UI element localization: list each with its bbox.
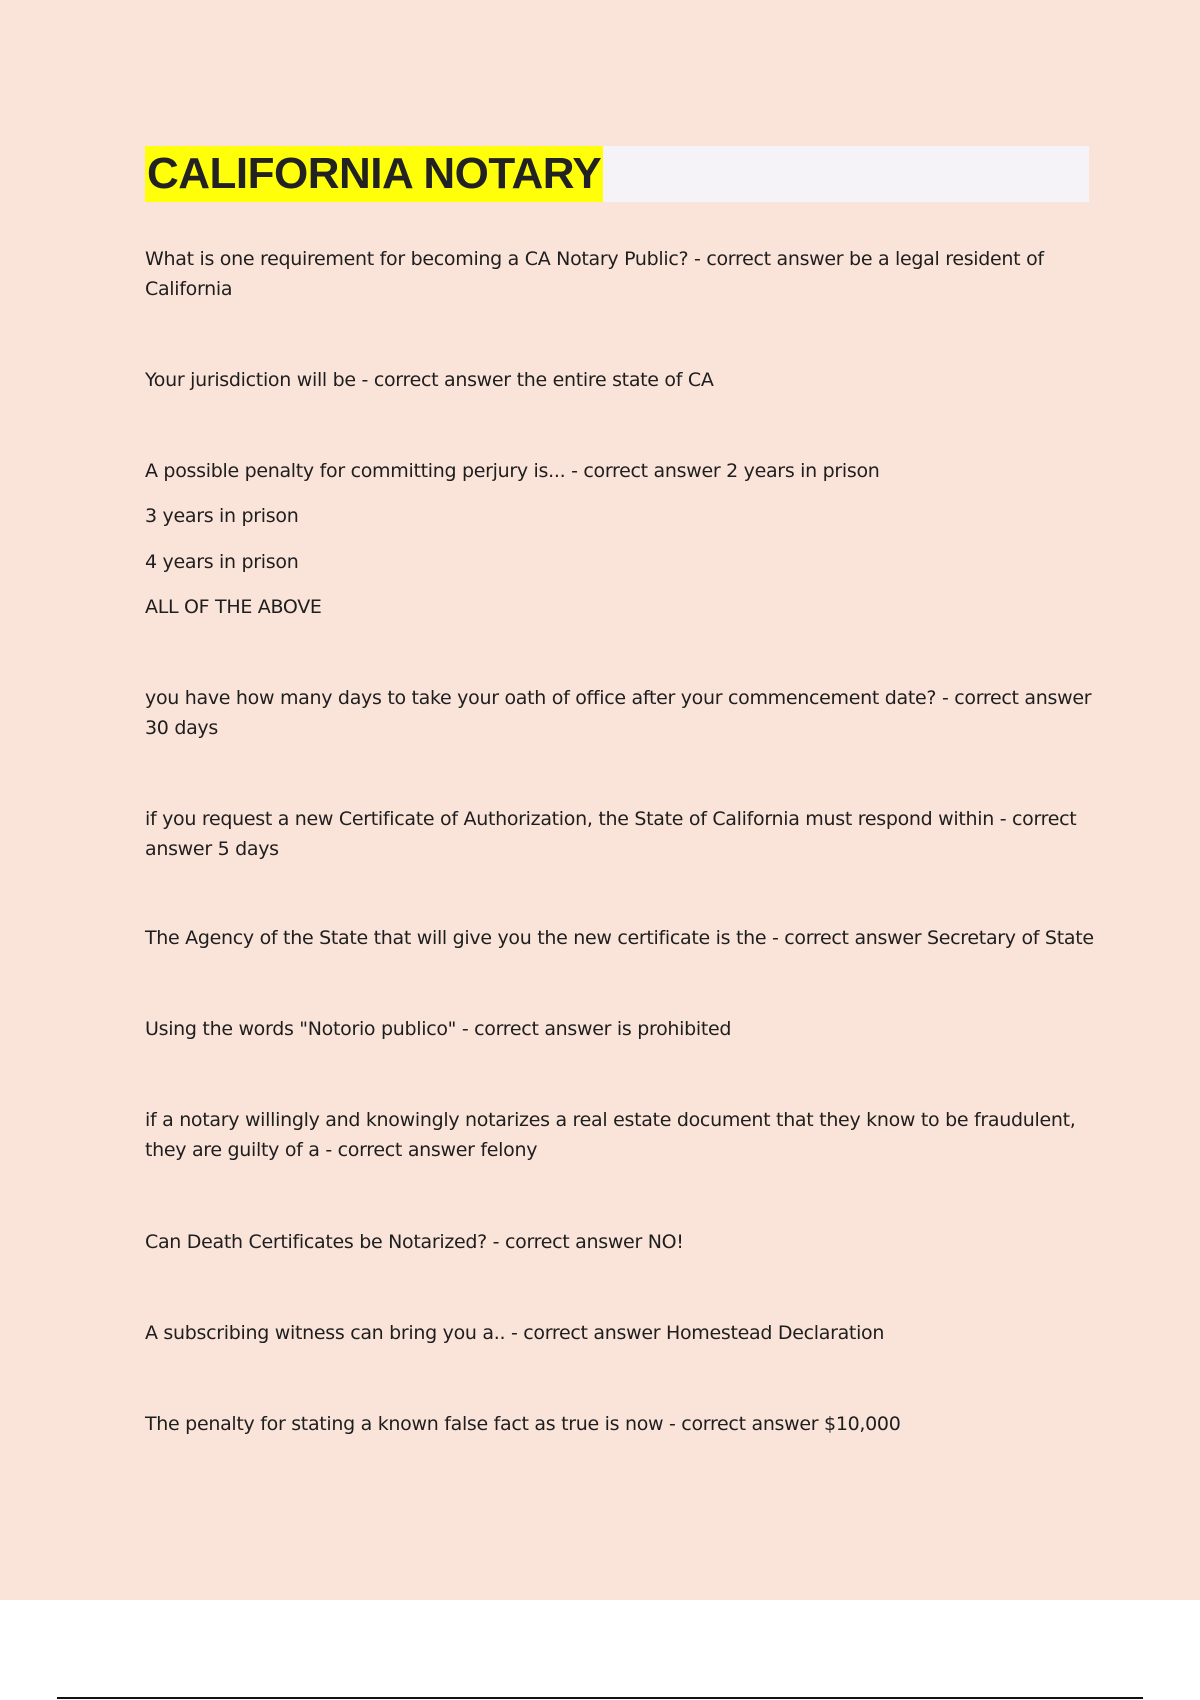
qa-item: Using the words "Notorio publico" - correct answer is prohibited — [145, 1018, 732, 1040]
qa-item: The penalty for stating a known false fact as true is now - correct answer $10,000 — [145, 1413, 901, 1435]
qa-item: A possible penalty for committing perjury is... - correct answer 2 years in prison — [145, 460, 880, 482]
qa-item: What is one requirement for becoming a CA Notary Public? - correct answer be a legal resident of California — [145, 248, 1044, 300]
perjury-option: ALL OF THE ABOVE — [145, 596, 322, 618]
document-title: CALIFORNIA NOTARY — [145, 146, 603, 202]
perjury-option: 4 years in prison — [145, 551, 299, 573]
qa-item: A subscribing witness can bring you a.. - correct answer Homestead Declaration — [145, 1322, 885, 1344]
footer-divider — [57, 1697, 1143, 1699]
qa-item: if you request a new Certificate of Authorization, the State of California must respond within - correct answer 5 days — [145, 808, 1077, 860]
qa-item: you have how many days to take your oath of office after your commencement date? - correct answer 30 days — [145, 687, 1092, 739]
qa-item: if a notary willingly and knowingly notarizes a real estate document that they know to be fraudulent, they are guilty of a - correct answer felony — [145, 1109, 1076, 1161]
perjury-option: 3 years in prison — [145, 505, 299, 527]
qa-item: Can Death Certificates be Notarized? - correct answer NO! — [145, 1231, 684, 1253]
qa-item: Your jurisdiction will be - correct answer the entire state of CA — [145, 369, 714, 391]
qa-item: The Agency of the State that will give you the new certificate is the - correct answer Secretary of State — [145, 927, 1094, 949]
